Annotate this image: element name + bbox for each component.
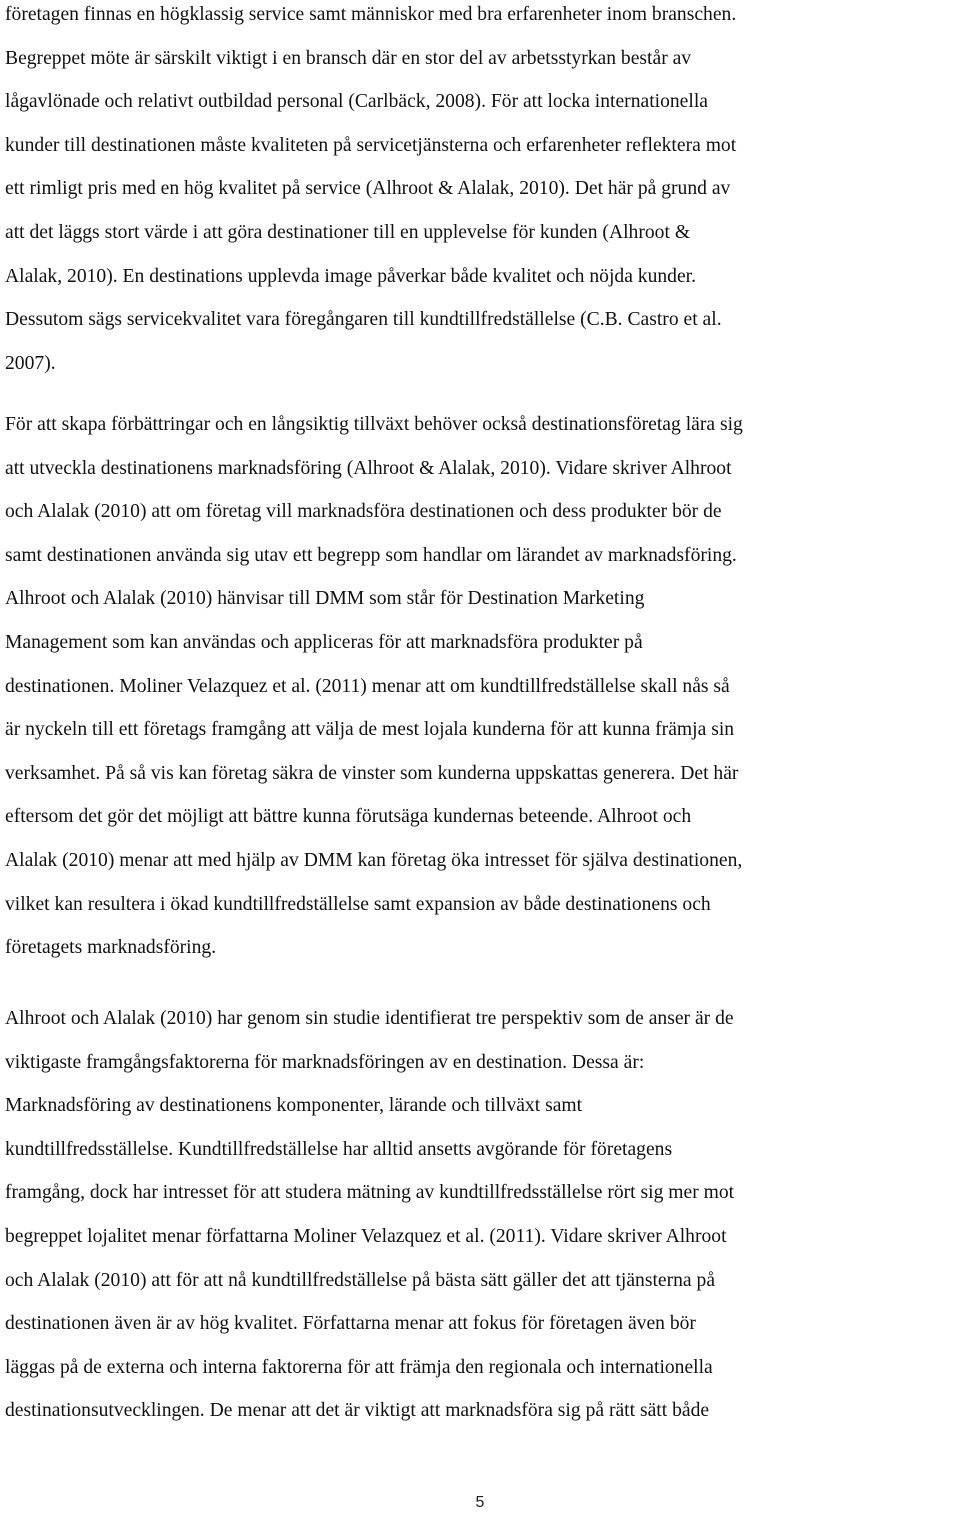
- text-line: destinationsutvecklingen. De menar att det är viktigt att marknadsföra sig på rätt sätt både: [5, 1400, 710, 1422]
- text-line: är nyckeln till ett företags framgång att välja de mest lojala kunderna för att kunna främja sin: [5, 719, 735, 741]
- text-line: vilket kan resultera i ökad kundtillfredställelse samt expansion av både destinationens och: [5, 893, 711, 915]
- text-line: Dessutom sägs servicekvalitet vara föregångaren till kundtillfredställelse (C.B. Castro et al.: [5, 309, 722, 331]
- text-line: kundtillfredsställelse. Kundtillfredställelse har alltid ansetts avgörande för företagens: [5, 1138, 673, 1160]
- text-line: verksamhet. På så vis kan företag säkra de vinster som kunderna uppskattas generera. Det här: [5, 762, 739, 784]
- text-line: destinationen även är av hög kvalitet. Författarna menar att fokus för företagen även bör: [5, 1313, 696, 1335]
- text-line: begreppet lojalitet menar författarna Moliner Velazquez et al. (2011). Vidare skriver Alhroot: [5, 1225, 727, 1247]
- text-line: samt destinationen använda sig utav ett begrepp som handlar om lärandet av marknadsföring.: [5, 544, 737, 566]
- text-line: att utveckla destinationens marknadsföring (Alhroot & Alalak, 2010). Vidare skriver Alhroot: [5, 457, 732, 479]
- text-line: För att skapa förbättringar och en långsiktig tillväxt behöver också destinationsföretag lära sig: [5, 414, 743, 435]
- text-line: 2007).: [5, 352, 56, 374]
- text-line: Begreppet möte är särskilt viktigt i en bransch där en stor del av arbetsstyrkan består av: [5, 47, 692, 69]
- text-line: läggas på de externa och interna faktorerna för att främja den regionala och internationella: [5, 1356, 713, 1378]
- text-line: viktigaste framgångsfaktorerna för marknadsföringen av en destination. Dessa är:: [5, 1051, 645, 1073]
- text-line: Alhroot och Alalak (2010) hänvisar till DMM som står för Destination Marketing: [5, 588, 645, 610]
- text-line: lågavlönade och relativt outbildad personal (Carlbäck, 2008). För att locka internationella: [5, 91, 708, 113]
- text-line: och Alalak (2010) att för att nå kundtillfredställelse på bästa sätt gäller det att tjänsterna på: [5, 1269, 716, 1291]
- text-line: och Alalak (2010) att om företag vill marknadsföra destinationen och dess produkter bör de: [5, 501, 722, 523]
- text-line: eftersom det gör det möjligt att bättre kunna förutsäga kundernas beteende. Alhroot och: [5, 806, 692, 828]
- text-line: att det läggs stort värde i att göra destinationer till en upplevelse för kunden (Alhroot &: [5, 221, 691, 243]
- text-line: Alalak (2010) menar att med hjälp av DMM kan företag öka intresset för själva destinationen,: [5, 849, 743, 871]
- paragraph-service-quality: [5, 0, 960, 385]
- text-line: företagen finnas en högklassig service samt människor med bra erfarenheter inom branschen.: [5, 4, 737, 25]
- text-line: framgång, dock har intresset för att studera mätning av kundtillfredsställelse rört sig mer mot: [5, 1182, 735, 1204]
- text-line: ett rimligt pris med en hög kvalitet på service (Alhroot & Alalak, 2010). Det här på grund av: [5, 178, 731, 200]
- page-number: 5: [475, 1494, 485, 1511]
- text-line: destinationen. Moliner Velazquez et al. (2011) menar att om kundtillfredställelse skall nås så: [5, 675, 730, 697]
- text-line: Management som kan användas och appliceras för att marknadsföra produkter på: [5, 631, 643, 653]
- paragraph-destination-marketing: [5, 403, 960, 970]
- text-line: Marknadsföring av destinationens komponenter, lärande och tillväxt samt: [5, 1095, 583, 1117]
- text-line: Alalak, 2010). En destinations upplevda image påverkar både kvalitet och nöjda kunder.: [5, 265, 697, 287]
- text-line: kunder till destinationen måste kvaliteten på servicetjänsterna och erfarenheter reflektera mot: [5, 134, 737, 156]
- text-line: Alhroot och Alalak (2010) har genom sin studie identifierat tre perspektiv som de anser är de: [5, 1008, 734, 1029]
- text-line: företagets marknadsföring.: [5, 937, 217, 959]
- paragraph-success-factors: [5, 997, 960, 1433]
